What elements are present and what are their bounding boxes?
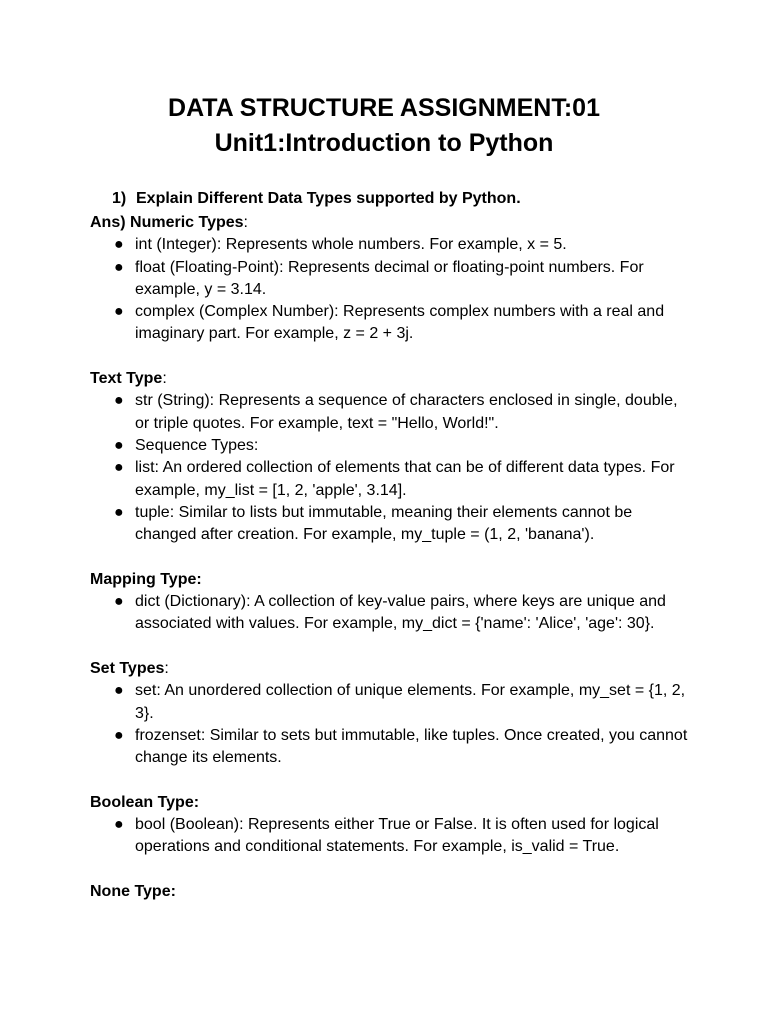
bullet-icon: ● — [114, 459, 124, 477]
section-heading-label: None Type: — [90, 882, 176, 900]
section-boolean-type — [90, 792, 690, 859]
section-set-types — [90, 658, 690, 769]
section-mapping-type — [90, 569, 690, 636]
list-item-text: list: An ordered collection of elements that can be of different data types. For example, my_list = [1, 2, 'apple', 3.14]. — [135, 459, 675, 499]
list-item-text: frozenset: Similar to sets but immutable, like tuples. Once created, you cannot change its elements. — [135, 726, 688, 767]
list-item — [90, 435, 690, 457]
bullet-list — [90, 591, 690, 636]
section-heading — [90, 881, 690, 903]
list-item — [90, 257, 690, 302]
section-heading — [90, 368, 690, 390]
section-heading-suffix: : — [164, 659, 169, 677]
bullet-icon: ● — [114, 682, 124, 700]
list-item-text: complex (Complex Number): Represents complex numbers with a real and imaginary part. For example, z = 2 + 3j. — [135, 303, 665, 343]
bullet-icon: ● — [114, 258, 124, 276]
section-heading — [90, 792, 690, 814]
list-item-text: dict (Dictionary): A collection of key-value pairs, where keys are unique and associated with values. For example, my_dict = {'name': 'Alice', 'age': 30}. — [135, 593, 666, 633]
list-item-text: str (String): Represents a sequence of characters enclosed in single, double, or triple quotes. For example, text = "Hello, World!". — [135, 392, 678, 432]
list-item — [90, 725, 690, 770]
section-heading-suffix: : — [243, 214, 248, 231]
section-text-type — [90, 368, 690, 546]
answer-body — [90, 212, 690, 903]
list-item — [90, 502, 690, 547]
bullet-icon: ● — [114, 593, 124, 611]
question-1 — [112, 188, 521, 210]
list-item-text: set: An unordered collection of unique elements. For example, my_set = {1, 2, 3}. — [135, 682, 686, 722]
section-heading-label: Mapping Type: — [90, 570, 202, 588]
section-heading-label: Text Type — [90, 370, 163, 388]
bullet-icon: ● — [114, 503, 124, 521]
section-none-type — [90, 881, 690, 903]
list-item-text: Sequence Types: — [135, 436, 259, 454]
bullet-icon: ● — [114, 392, 124, 410]
document-title: DATA STRUCTURE ASSIGNMENT:01 — [168, 94, 600, 122]
list-item-text: tuple: Similar to lists but immutable, meaning their elements cannot be changed after creation. For example, my_tuple = (1, 2, 'banana'). — [135, 503, 633, 544]
question-number: 1) — [112, 190, 127, 207]
bullet-icon: ● — [114, 816, 124, 834]
list-item — [90, 814, 690, 859]
bullet-list — [90, 234, 690, 345]
section-heading-suffix: : — [162, 370, 167, 388]
bullet-icon: ● — [114, 726, 124, 744]
question-text: Explain Different Data Types supported by Python. — [136, 190, 521, 207]
section-numeric-types — [90, 212, 690, 346]
list-item — [90, 680, 690, 725]
list-item — [90, 301, 690, 346]
section-heading-label: Numeric Types — [130, 214, 244, 231]
section-heading — [90, 658, 690, 680]
section-heading-label: Set Types — [90, 659, 165, 677]
list-item — [90, 457, 690, 502]
list-item — [90, 591, 690, 636]
section-heading-label: Boolean Type: — [90, 793, 200, 811]
document-subtitle: Unit1:Introduction to Python — [214, 129, 554, 157]
answer-prefix: Ans) — [90, 214, 126, 231]
bullet-list — [90, 814, 690, 859]
bullet-icon: ● — [114, 436, 124, 454]
bullet-icon: ● — [114, 303, 124, 321]
bullet-list — [90, 680, 690, 769]
list-item-text: float (Floating-Point): Represents decimal or floating-point numbers. For example, y = 3.14. — [135, 258, 644, 298]
bullet-icon: ● — [114, 236, 124, 254]
list-item — [90, 390, 690, 435]
section-heading — [90, 569, 690, 591]
list-item-text: bool (Boolean): Represents either True or False. It is often used for logical operations and conditional statements. For example, is_valid = True. — [135, 816, 659, 856]
bullet-list — [90, 390, 690, 546]
list-item — [90, 234, 690, 256]
list-item-text: int (Integer): Represents whole numbers. For example, x = 5. — [135, 236, 567, 254]
section-heading — [90, 212, 690, 234]
